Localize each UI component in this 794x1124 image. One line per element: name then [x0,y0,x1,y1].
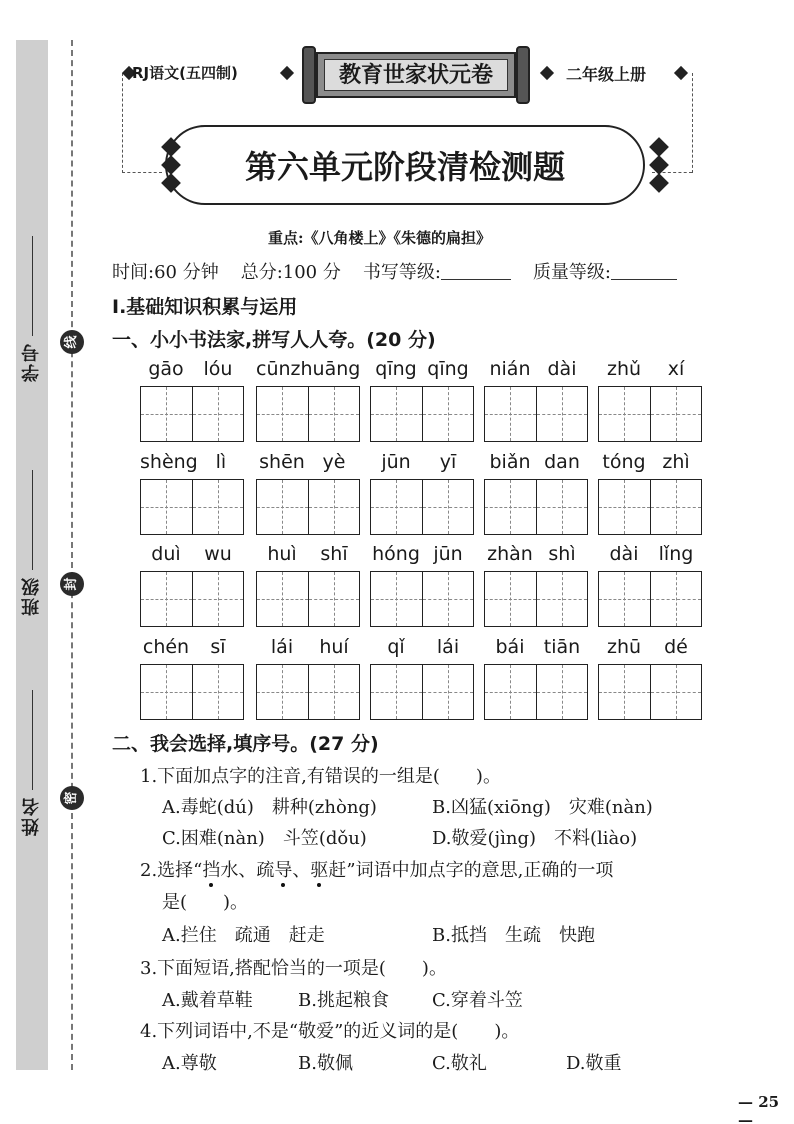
q1-option-b: B.凶猛(xiōng) 灾难(nàn) [432,797,653,818]
writing-box[interactable] [371,480,423,534]
pinyin-group [484,451,588,535]
writing-box[interactable] [599,572,651,626]
q2-option-a: A.拦住 疏通 赶走 [162,925,325,946]
pinyin-syllable: qīng [427,358,469,380]
q3-option-b: B.挑起粮食 [298,990,389,1011]
pinyin-row [140,543,732,633]
page-title: 第六单元阶段清检测题 [244,148,565,186]
diamond-icon [649,137,669,157]
dotted-char: 导 [274,860,293,881]
pinyin-group [598,358,702,442]
pinyin-syllable: tóng [602,451,646,473]
question-4: 4.下列词语中,不是“敬爱”的近义词的是( )。 [140,1021,520,1042]
page-number: — 25 — [738,1093,780,1124]
pinyin-syllable: gāo [148,358,184,380]
pinyin-syllable: qīng [375,358,417,380]
class-label: 班级 [21,576,42,616]
pinyin-syllable: qǐ [387,636,405,658]
pinyin-group [370,636,474,720]
writing-box[interactable] [141,572,193,626]
cut-line [71,40,73,1070]
seal-line: 线 [60,330,84,354]
pinyin-syllable: bái [495,636,525,658]
q2-title: 二、我会选择,填序号。(27 分) [112,733,379,755]
pinyin-syllable: tiān [543,636,581,658]
pinyin-syllable: lǐng [658,543,694,565]
pinyin-syllable: nián [489,358,531,380]
q2-text-pre: 2.选择“ [140,860,203,881]
writing-box[interactable] [485,572,537,626]
pinyin-row [140,358,732,448]
pinyin-syllable: lóu [203,358,233,380]
scroll-rod-left [302,46,316,104]
q3-option-c: C.穿着斗笠 [432,990,523,1011]
pinyin-group [370,358,474,442]
grade-tag: 二年级上册 [566,65,647,84]
diamond-icon [674,66,688,80]
writing-box[interactable] [537,387,588,441]
student-id-field [20,236,44,382]
writing-box[interactable] [651,665,702,719]
writing-box[interactable] [257,572,309,626]
pinyin-syllable: cūn [256,358,291,380]
q1-title: 一、小小书法家,拼写人人夸。(20 分) [112,329,436,351]
pinyin-syllable: duì [151,543,181,565]
time-info: 时间:60 分钟 [112,262,219,283]
pinyin-syllable: lái [436,636,460,658]
pinyin-group [140,636,244,720]
class-field [20,470,44,616]
writing-box[interactable] [651,572,702,626]
pinyin-syllable: wu [204,543,232,565]
pinyin-syllable: shēn [259,451,305,473]
pinyin-group [256,451,360,535]
question-2-line2: 是( )。 [162,892,249,913]
header-dash-right [692,73,693,173]
name-field [20,690,44,836]
writing-grade-blank[interactable] [441,258,511,280]
pinyin-syllable: zhū [606,636,642,658]
q2-text: 疏 [256,860,275,881]
writing-box[interactable] [309,665,360,719]
pinyin-syllable: biǎn [489,451,531,473]
writing-box[interactable] [141,665,193,719]
header-dash-left-bottom [122,172,162,173]
name-line [32,690,33,790]
pinyin-syllable: hóng [372,543,420,565]
pinyin-syllable: yè [322,451,346,473]
writing-box[interactable] [309,480,360,534]
writing-box[interactable] [651,387,702,441]
q2-option-b: B.抵挡 生疏 快跑 [432,925,595,946]
pinyin-group [256,543,360,627]
writing-box[interactable] [193,387,244,441]
header-dash-left [122,73,123,173]
pinyin-syllable: lì [215,451,227,473]
student-id-line [32,236,33,336]
writing-box[interactable] [141,387,193,441]
question-1: 1.下面加点字的注音,有错误的一组是( )。 [140,766,501,787]
writing-box[interactable] [537,665,588,719]
writing-box[interactable] [257,387,309,441]
writing-box[interactable] [193,665,244,719]
pinyin-syllable: jūn [381,451,411,473]
total-info: 总分:100 分 [240,262,341,283]
pinyin-syllable: zhuāng [290,358,361,380]
writing-box[interactable] [537,480,588,534]
writing-box[interactable] [423,387,474,441]
student-id-label: 学号 [21,342,42,382]
writing-box[interactable] [371,665,423,719]
pinyin-group [484,358,588,442]
writing-box[interactable] [371,572,423,626]
seal-seal: 封 [60,572,84,596]
writing-box[interactable] [599,480,651,534]
pinyin-syllable: dé [664,636,688,658]
q4-option-d: D.敬重 [566,1053,622,1074]
pinyin-group [370,543,474,627]
q4-option-b: B.敬佩 [298,1053,353,1074]
writing-box[interactable] [257,665,309,719]
diamond-icon [540,66,554,80]
writing-box[interactable] [485,665,537,719]
dotted-char: 驱 [310,860,329,881]
series-title: 教育世家状元卷 [324,59,508,91]
q3-option-a: A.戴着草鞋 [162,990,253,1011]
writing-box[interactable] [423,480,474,534]
writing-box[interactable] [651,480,702,534]
pinyin-syllable: lái [270,636,294,658]
pinyin-group [484,543,588,627]
pinyin-syllable: chén [142,636,190,658]
writing-box[interactable] [193,572,244,626]
q1-option-d: D.敬爱(jìng) 不料(liào) [432,828,638,849]
pinyin-syllable: dan [544,451,580,473]
q1-option-c: C.困难(nàn) 斗笠(dǒu) [162,828,367,849]
writing-box[interactable] [599,387,651,441]
writing-box[interactable] [141,480,193,534]
writing-box[interactable] [485,480,537,534]
scroll-rod-right [516,46,530,104]
q4-option-a: A.尊敬 [162,1053,217,1074]
dotted-char: 挡 [202,860,221,881]
writing-box[interactable] [423,572,474,626]
pinyin-syllable: jūn [433,543,463,565]
pinyin-group [370,451,474,535]
part1-title: Ⅰ.基础知识积累与运用 [112,296,298,318]
writing-box[interactable] [257,480,309,534]
focus-line: 重点:《八角楼上》《朱德的扁担》 [268,229,492,247]
pinyin-syllable: huí [319,636,349,658]
diamond-icon [280,66,294,80]
pinyin-syllable: shèng [140,451,198,473]
writing-box[interactable] [309,387,360,441]
pinyin-syllable: zhǔ [606,358,642,380]
writing-box[interactable] [537,572,588,626]
name-label: 姓名 [21,796,42,836]
pinyin-group [140,451,244,535]
writing-box[interactable] [371,387,423,441]
exam-info [112,258,677,284]
q4-option-c: C.敬礼 [432,1053,487,1074]
pinyin-syllable: shì [548,543,576,565]
question-2 [140,856,613,882]
seal-secret: 密 [60,786,84,810]
writing-grade-label: 书写等级: [362,262,441,283]
pinyin-group [598,451,702,535]
quality-grade-label: 质量等级: [532,262,612,283]
writing-box[interactable] [193,480,244,534]
scroll-body [316,52,516,98]
pinyin-group [598,636,702,720]
class-line [32,470,33,570]
quality-grade-blank[interactable] [611,258,677,280]
pinyin-group [484,636,588,720]
pinyin-group [256,358,360,442]
pinyin-group [140,358,244,442]
pinyin-group [598,543,702,627]
pinyin-group [140,543,244,627]
pinyin-syllable: zhàn [487,543,533,565]
pinyin-syllable: dài [547,358,577,380]
q2-text: 、 [292,860,311,881]
pinyin-row [140,451,732,541]
writing-box[interactable] [423,665,474,719]
pinyin-syllable: dài [609,543,639,565]
writing-box[interactable] [309,572,360,626]
q2-text: 赶”词语中加点字的意思,正确的一项 [328,860,614,881]
pinyin-syllable: zhì [662,451,690,473]
pinyin-syllable: huì [267,543,297,565]
writing-box[interactable] [485,387,537,441]
diamond-icon [649,173,669,193]
edition-tag: RJ语文(五四制) [132,64,238,82]
pinyin-syllable: shī [320,543,348,565]
pinyin-syllable: yī [439,451,457,473]
writing-box[interactable] [599,665,651,719]
question-3: 3.下面短语,搭配恰当的一项是( )。 [140,958,447,979]
q1-option-a: A.毒蛇(dú) 耕种(zhòng) [162,797,377,818]
pinyin-syllable: sī [210,636,226,658]
pinyin-row [140,636,732,726]
q2-text: 水、 [220,860,257,881]
pinyin-syllable: xí [667,358,685,380]
pinyin-group [256,636,360,720]
series-scroll [302,46,530,104]
